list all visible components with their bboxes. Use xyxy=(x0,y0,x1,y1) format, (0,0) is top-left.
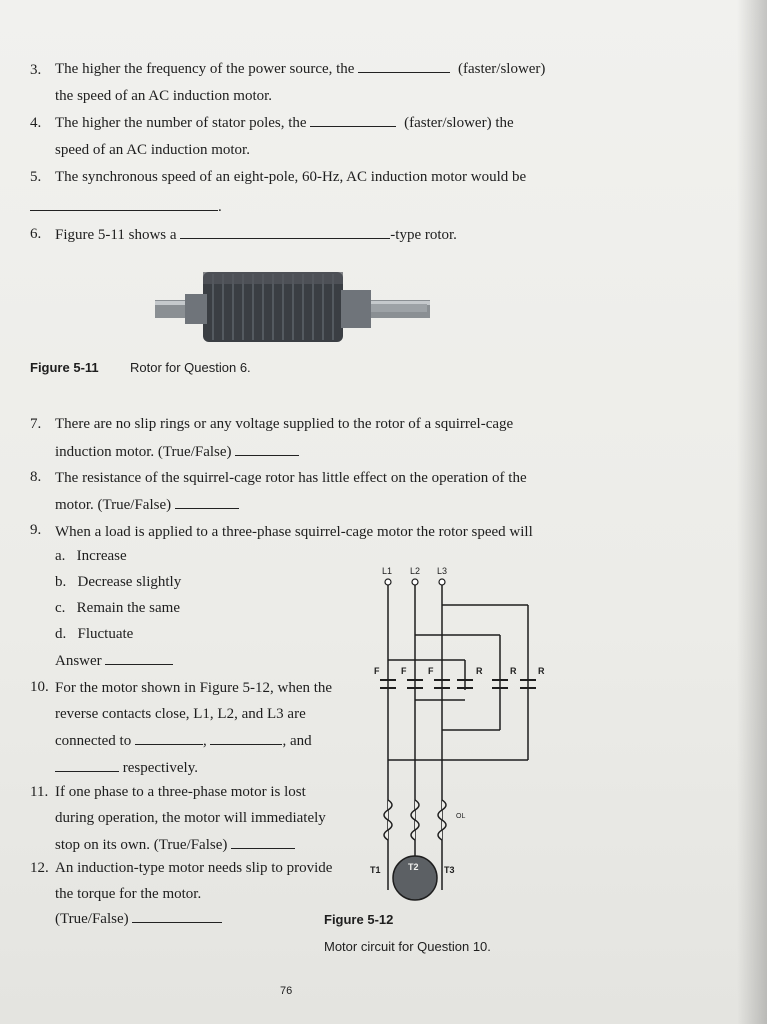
q10-number: 10. xyxy=(30,679,49,695)
terminal-t3: T3 xyxy=(444,865,455,875)
q3-line2: the speed of an AC induction motor. xyxy=(55,88,273,104)
q9-line1: When a load is applied to a three-phase squirrel-cage motor the rotor speed will xyxy=(55,524,533,540)
q12-line1: An induction-type motor needs slip to provide xyxy=(55,860,333,876)
q11-line3: stop on its own. (True/False) xyxy=(55,834,295,855)
motor-circuit-diagram xyxy=(360,560,550,910)
q9-answer: Answer xyxy=(55,650,173,671)
q7-number: 7. xyxy=(30,416,42,432)
q6-number: 6. xyxy=(30,226,42,242)
page-number: 76 xyxy=(280,985,293,997)
contact-f1: F xyxy=(374,666,380,676)
q8-number: 8. xyxy=(30,469,42,485)
figure-5-12-label: Figure 5-12 xyxy=(324,912,394,927)
q8-line1: The resistance of the squirrel-cage rotor has little effect on the operation of the xyxy=(55,470,527,486)
q4-line2: speed of an AC induction motor. xyxy=(55,142,250,158)
q12-number: 12. xyxy=(30,860,49,876)
q5-line1: The synchronous speed of an eight-pole, 60-Hz, AC induction motor would be xyxy=(55,169,527,185)
q5-answer-blank[interactable] xyxy=(30,196,218,211)
q10-line4: respectively. xyxy=(55,757,198,778)
overload-label: OL xyxy=(456,813,466,820)
q3-number: 3. xyxy=(30,62,42,78)
q11-number: 11. xyxy=(30,784,49,800)
q10-line3: connected to , , and xyxy=(55,730,312,751)
q4-line1: The higher the number of stator poles, the (faster/slower) the xyxy=(55,112,514,133)
q4-answer-blank[interactable] xyxy=(310,112,396,127)
q10-blank-1[interactable] xyxy=(135,730,203,745)
q9-option-b[interactable]: b. Decrease slightly xyxy=(55,574,182,590)
q9-option-c[interactable]: c. Remain the same xyxy=(55,600,180,616)
q10-blank-3[interactable] xyxy=(55,757,119,772)
terminal-t2: T2 xyxy=(408,862,419,872)
q9-option-a[interactable]: a. Increase xyxy=(55,548,127,564)
q9-answer-blank[interactable] xyxy=(105,650,173,665)
q8-line2: motor. (True/False) xyxy=(55,494,239,515)
q7-answer-blank[interactable] xyxy=(235,441,299,456)
q11-answer-blank[interactable] xyxy=(231,834,295,849)
contact-f2: F xyxy=(401,666,407,676)
q3-line1: The higher the frequency of the power source, the (faster/slower) xyxy=(55,58,545,79)
q6-line: Figure 5-11 shows a -type rotor. xyxy=(55,224,457,245)
q5-line2: . xyxy=(30,196,222,217)
terminal-t1: T1 xyxy=(370,865,381,875)
q6-answer-blank[interactable] xyxy=(180,224,390,239)
rotor-illustration xyxy=(155,268,435,348)
q9-number: 9. xyxy=(30,522,42,538)
q8-answer-blank[interactable] xyxy=(175,494,239,509)
q7-line2: induction motor. (True/False) xyxy=(55,441,299,462)
q9-option-d[interactable]: d. Fluctuate xyxy=(55,626,134,642)
q10-line2: reverse contacts close, L1, L2, and L3 are xyxy=(55,706,306,722)
q11-line2: during operation, the motor will immediately xyxy=(55,810,326,826)
q12-line2: the torque for the motor. xyxy=(55,886,202,902)
label-l1: L1 xyxy=(382,566,393,576)
q12-line3: (True/False) xyxy=(55,908,222,929)
q10-blank-2[interactable] xyxy=(210,730,282,745)
contact-f3: F xyxy=(428,666,434,676)
q3-answer-blank[interactable] xyxy=(358,58,450,73)
q7-line1: There are no slip rings or any voltage supplied to the rotor of a squirrel-cage xyxy=(55,416,514,432)
q12-answer-blank[interactable] xyxy=(132,908,222,923)
contact-r2: R xyxy=(510,666,517,676)
label-l3: L3 xyxy=(437,566,448,576)
q5-number: 5. xyxy=(30,169,42,185)
label-l2: L2 xyxy=(410,566,421,576)
q4-number: 4. xyxy=(30,115,42,131)
figure-5-11-label: Figure 5-11 xyxy=(30,360,99,375)
figure-5-11-caption: Rotor for Question 6. xyxy=(130,360,251,375)
figure-5-12-caption: Motor circuit for Question 10. xyxy=(324,939,491,954)
page-edge-shadow xyxy=(737,0,767,1024)
contact-r3: R xyxy=(538,666,545,676)
q11-line1: If one phase to a three-phase motor is lost xyxy=(55,784,306,800)
contact-r1: R xyxy=(476,666,483,676)
q10-line1: For the motor shown in Figure 5-12, when the xyxy=(55,680,333,696)
